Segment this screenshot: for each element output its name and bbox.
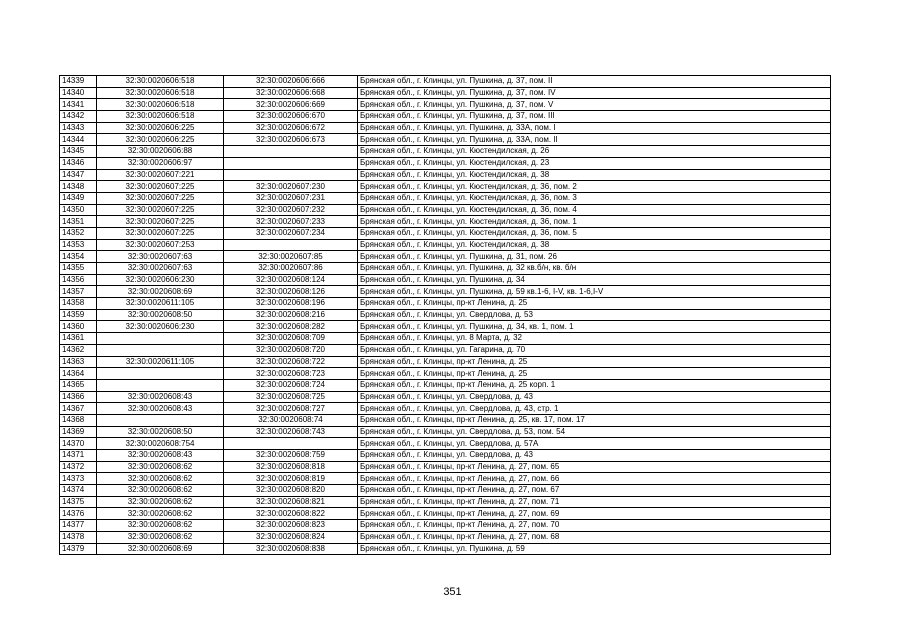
address-cell: Брянская обл., г. Клинцы, пр-кт Ленина, д. 27, пом. 70 [358, 520, 831, 532]
land-cadastral-number-cell: 32:30:0020606:88 [97, 146, 224, 158]
address-cell: Брянская обл., г. Клинцы, ул. Пушкина, д. 37, пом. V [358, 99, 831, 111]
row-number-cell: 14371 [60, 450, 97, 462]
row-number-cell: 14366 [60, 391, 97, 403]
table-row [60, 450, 831, 462]
object-cadastral-number-cell: 32:30:0020607:86 [224, 263, 358, 275]
table-row [60, 146, 831, 158]
row-number-cell: 14353 [60, 239, 97, 251]
object-cadastral-number-cell: 32:30:0020606:670 [224, 111, 358, 123]
row-number-cell: 14372 [60, 461, 97, 473]
land-cadastral-number-cell: 32:30:0020607:225 [97, 192, 224, 204]
row-number-cell: 14347 [60, 169, 97, 181]
object-cadastral-number-cell: 32:30:0020608:823 [224, 520, 358, 532]
object-cadastral-number-cell: 32:30:0020608:124 [224, 274, 358, 286]
row-number-cell: 14369 [60, 426, 97, 438]
row-number-cell: 14342 [60, 111, 97, 123]
address-cell: Брянская обл., г. Клинцы, ул. Кюстендилская, д. 36, пом. 4 [358, 204, 831, 216]
table-row [60, 403, 831, 415]
table-row [60, 239, 831, 251]
object-cadastral-number-cell: 32:30:0020606:666 [224, 76, 358, 88]
land-cadastral-number-cell: 32:30:0020606:97 [97, 157, 224, 169]
object-cadastral-number-cell: 32:30:0020608:725 [224, 391, 358, 403]
row-number-cell: 14339 [60, 76, 97, 88]
table-row [60, 414, 831, 426]
row-number-cell: 14377 [60, 520, 97, 532]
row-number-cell: 14358 [60, 298, 97, 310]
table-row [60, 76, 831, 88]
object-cadastral-number-cell: 32:30:0020607:233 [224, 216, 358, 228]
row-number-cell: 14374 [60, 485, 97, 497]
object-cadastral-number-cell: 32:30:0020608:743 [224, 426, 358, 438]
land-cadastral-number-cell: 32:30:0020608:62 [97, 485, 224, 497]
object-cadastral-number-cell: 32:30:0020608:126 [224, 286, 358, 298]
table-row [60, 169, 831, 181]
row-number-cell: 14363 [60, 356, 97, 368]
table-row [60, 157, 831, 169]
address-cell: Брянская обл., г. Клинцы, ул. Свердлова, д. 57А [358, 438, 831, 450]
row-number-cell: 14345 [60, 146, 97, 158]
object-cadastral-number-cell: 32:30:0020608:709 [224, 333, 358, 345]
land-cadastral-number-cell: 32:30:0020608:62 [97, 473, 224, 485]
land-cadastral-number-cell: 32:30:0020608:62 [97, 496, 224, 508]
table-row [60, 87, 831, 99]
address-cell: Брянская обл., г. Клинцы, пр-кт Ленина, д. 27, пом. 68 [358, 531, 831, 543]
row-number-cell: 14352 [60, 227, 97, 239]
row-number-cell: 14355 [60, 263, 97, 275]
table-row [60, 227, 831, 239]
address-cell: Брянская обл., г. Клинцы, пр-кт Ленина, д. 25 корп. 1 [358, 379, 831, 391]
address-cell: Брянская обл., г. Клинцы, ул. Кюстендилская, д. 36, пом. 3 [358, 192, 831, 204]
row-number-cell: 14348 [60, 181, 97, 193]
row-number-cell: 14356 [60, 274, 97, 286]
object-cadastral-number-cell: 32:30:0020608:722 [224, 356, 358, 368]
land-cadastral-number-cell [97, 414, 224, 426]
row-number-cell: 14373 [60, 473, 97, 485]
object-cadastral-number-cell: 32:30:0020608:720 [224, 344, 358, 356]
object-cadastral-number-cell: 32:30:0020608:838 [224, 543, 358, 555]
land-cadastral-number-cell: 32:30:0020606:230 [97, 321, 224, 333]
row-number-cell: 14349 [60, 192, 97, 204]
table-row [60, 134, 831, 146]
address-cell: Брянская обл., г. Клинцы, ул. Пушкина, д. 32 кв.б/н, кв. б/н [358, 263, 831, 275]
land-cadastral-number-cell: 32:30:0020608:62 [97, 508, 224, 520]
row-number-cell: 14360 [60, 321, 97, 333]
land-cadastral-number-cell: 32:30:0020606:518 [97, 87, 224, 99]
land-cadastral-number-cell: 32:30:0020607:221 [97, 169, 224, 181]
row-number-cell: 14341 [60, 99, 97, 111]
table-row [60, 543, 831, 555]
address-cell: Брянская обл., г. Клинцы, пр-кт Ленина, д. 25 [358, 356, 831, 368]
land-cadastral-number-cell [97, 379, 224, 391]
land-cadastral-number-cell: 32:30:0020607:225 [97, 227, 224, 239]
row-number-cell: 14376 [60, 508, 97, 520]
object-cadastral-number-cell [224, 146, 358, 158]
row-number-cell: 14350 [60, 204, 97, 216]
land-cadastral-number-cell [97, 333, 224, 345]
land-cadastral-number-cell: 32:30:0020611:105 [97, 298, 224, 310]
object-cadastral-number-cell: 32:30:0020608:822 [224, 508, 358, 520]
land-cadastral-number-cell [97, 368, 224, 380]
address-cell: Брянская обл., г. Клинцы, ул. Пушкина, д. 37, пом. II [358, 76, 831, 88]
land-cadastral-number-cell: 32:30:0020606:518 [97, 111, 224, 123]
row-number-cell: 14344 [60, 134, 97, 146]
address-cell: Брянская обл., г. Клинцы, пр-кт Ленина, д. 25 [358, 368, 831, 380]
table-row [60, 274, 831, 286]
table-row [60, 251, 831, 263]
address-cell: Брянская обл., г. Клинцы, ул. Пушкина, д. 33А, пом. II [358, 134, 831, 146]
address-cell: Брянская обл., г. Клинцы, ул. Кюстендилская, д. 36, пом. 2 [358, 181, 831, 193]
object-cadastral-number-cell: 32:30:0020608:759 [224, 450, 358, 462]
land-cadastral-number-cell: 32:30:0020606:225 [97, 122, 224, 134]
land-cadastral-number-cell: 32:30:0020607:63 [97, 251, 224, 263]
address-cell: Брянская обл., г. Клинцы, ул. Свердлова, д. 53, пом. 54 [358, 426, 831, 438]
address-cell: Брянская обл., г. Клинцы, ул. Пушкина, д. 59 кв.1-6, I-V, кв. 1-6,I-V [358, 286, 831, 298]
land-cadastral-number-cell: 32:30:0020606:225 [97, 134, 224, 146]
object-cadastral-number-cell: 32:30:0020607:234 [224, 227, 358, 239]
address-cell: Брянская обл., г. Клинцы, ул. Пушкина, д. 59 [358, 543, 831, 555]
object-cadastral-number-cell: 32:30:0020608:727 [224, 403, 358, 415]
table-row [60, 356, 831, 368]
land-cadastral-number-cell: 32:30:0020606:518 [97, 99, 224, 111]
table-row [60, 321, 831, 333]
land-cadastral-number-cell: 32:30:0020608:43 [97, 450, 224, 462]
row-number-cell: 14368 [60, 414, 97, 426]
table-row [60, 192, 831, 204]
address-cell: Брянская обл., г. Клинцы, ул. Кюстендилская, д. 38 [358, 239, 831, 251]
address-cell: Брянская обл., г. Клинцы, ул. Свердлова, д. 43, стр. 1 [358, 403, 831, 415]
table-row [60, 520, 831, 532]
land-cadastral-number-cell: 32:30:0020608:69 [97, 286, 224, 298]
row-number-cell: 14375 [60, 496, 97, 508]
object-cadastral-number-cell: 32:30:0020608:216 [224, 309, 358, 321]
row-number-cell: 14351 [60, 216, 97, 228]
address-cell: Брянская обл., г. Клинцы, ул. Кюстендилская, д. 36, пом. 1 [358, 216, 831, 228]
address-cell: Брянская обл., г. Клинцы, ул. Свердлова, д. 43 [358, 450, 831, 462]
land-cadastral-number-cell: 32:30:0020608:62 [97, 531, 224, 543]
row-number-cell: 14362 [60, 344, 97, 356]
address-cell: Брянская обл., г. Клинцы, пр-кт Ленина, д. 27, пом. 67 [358, 485, 831, 497]
address-cell: Брянская обл., г. Клинцы, ул. Пушкина, д. 37, пом. IV [358, 87, 831, 99]
address-cell: Брянская обл., г. Клинцы, ул. Кюстендилская, д. 23 [358, 157, 831, 169]
object-cadastral-number-cell: 32:30:0020606:668 [224, 87, 358, 99]
address-cell: Брянская обл., г. Клинцы, ул. Кюстендилская, д. 26 [358, 146, 831, 158]
row-number-cell: 14370 [60, 438, 97, 450]
address-cell: Брянская обл., г. Клинцы, ул. Пушкина, д. 31, пом. 26 [358, 251, 831, 263]
land-cadastral-number-cell: 32:30:0020607:225 [97, 204, 224, 216]
land-cadastral-number-cell: 32:30:0020608:43 [97, 403, 224, 415]
table-row [60, 263, 831, 275]
address-cell: Брянская обл., г. Клинцы, ул. Кюстендилская, д. 36, пом. 5 [358, 227, 831, 239]
address-cell: Брянская обл., г. Клинцы, пр-кт Ленина, д. 27, пом. 66 [358, 473, 831, 485]
row-number-cell: 14365 [60, 379, 97, 391]
table-row [60, 461, 831, 473]
table-row [60, 473, 831, 485]
table-row [60, 286, 831, 298]
land-cadastral-number-cell: 32:30:0020606:518 [97, 76, 224, 88]
table-row [60, 204, 831, 216]
object-cadastral-number-cell: 32:30:0020607:231 [224, 192, 358, 204]
address-cell: Брянская обл., г. Клинцы, ул. Пушкина, д. 33А, пом. I [358, 122, 831, 134]
table-row [60, 216, 831, 228]
row-number-cell: 14357 [60, 286, 97, 298]
table-row [60, 344, 831, 356]
object-cadastral-number-cell: 32:30:0020608:819 [224, 473, 358, 485]
row-number-cell: 14354 [60, 251, 97, 263]
table-row [60, 309, 831, 321]
address-cell: Брянская обл., г. Клинцы, пр-кт Ленина, д. 27, пом. 71 [358, 496, 831, 508]
object-cadastral-number-cell [224, 157, 358, 169]
table-row [60, 426, 831, 438]
address-cell: Брянская обл., г. Клинцы, ул. Кюстендилская, д. 38 [358, 169, 831, 181]
table-row [60, 298, 831, 310]
land-cadastral-number-cell: 32:30:0020608:43 [97, 391, 224, 403]
page-number: 351 [443, 586, 462, 598]
object-cadastral-number-cell: 32:30:0020608:723 [224, 368, 358, 380]
land-cadastral-number-cell: 32:30:0020611:105 [97, 356, 224, 368]
row-number-cell: 14379 [60, 543, 97, 555]
table-row [60, 485, 831, 497]
land-cadastral-number-cell: 32:30:0020607:63 [97, 263, 224, 275]
table-row [60, 122, 831, 134]
address-cell: Брянская обл., г. Клинцы, пр-кт Ленина, д. 27, пом. 69 [358, 508, 831, 520]
address-cell: Брянская обл., г. Клинцы, пр-кт Ленина, д. 25, кв. 17, пом. 17 [358, 414, 831, 426]
object-cadastral-number-cell: 32:30:0020608:724 [224, 379, 358, 391]
land-cadastral-number-cell: 32:30:0020608:62 [97, 520, 224, 532]
land-cadastral-number-cell: 32:30:0020607:253 [97, 239, 224, 251]
address-cell: Брянская обл., г. Клинцы, ул. Свердлова, д. 43 [358, 391, 831, 403]
object-cadastral-number-cell: 32:30:0020608:74 [224, 414, 358, 426]
object-cadastral-number-cell: 32:30:0020606:672 [224, 122, 358, 134]
land-cadastral-number-cell: 32:30:0020608:50 [97, 309, 224, 321]
row-number-cell: 14346 [60, 157, 97, 169]
table-row [60, 438, 831, 450]
registry-table-body [60, 76, 831, 555]
table-row [60, 181, 831, 193]
land-cadastral-number-cell [97, 344, 224, 356]
object-cadastral-number-cell: 32:30:0020607:232 [224, 204, 358, 216]
object-cadastral-number-cell: 32:30:0020606:669 [224, 99, 358, 111]
row-number-cell: 14343 [60, 122, 97, 134]
address-cell: Брянская обл., г. Клинцы, ул. Пушкина, д. 37, пом. III [358, 111, 831, 123]
address-cell: Брянская обл., г. Клинцы, ул. 8 Марта, д. 32 [358, 333, 831, 345]
row-number-cell: 14359 [60, 309, 97, 321]
address-cell: Брянская обл., г. Клинцы, ул. Гагарина, д. 70 [358, 344, 831, 356]
object-cadastral-number-cell: 32:30:0020607:85 [224, 251, 358, 263]
object-cadastral-number-cell: 32:30:0020608:824 [224, 531, 358, 543]
land-cadastral-number-cell: 32:30:0020608:754 [97, 438, 224, 450]
table-row [60, 496, 831, 508]
cadastral-registry-table [59, 75, 831, 555]
address-cell: Брянская обл., г. Клинцы, ул. Пушкина, д. 34 [358, 274, 831, 286]
table-row [60, 333, 831, 345]
row-number-cell: 14361 [60, 333, 97, 345]
land-cadastral-number-cell: 32:30:0020606:230 [97, 274, 224, 286]
row-number-cell: 14367 [60, 403, 97, 415]
row-number-cell: 14378 [60, 531, 97, 543]
object-cadastral-number-cell: 32:30:0020608:820 [224, 485, 358, 497]
object-cadastral-number-cell [224, 438, 358, 450]
land-cadastral-number-cell: 32:30:0020607:225 [97, 216, 224, 228]
address-cell: Брянская обл., г. Клинцы, пр-кт Ленина, д. 25 [358, 298, 831, 310]
land-cadastral-number-cell: 32:30:0020608:69 [97, 543, 224, 555]
object-cadastral-number-cell [224, 239, 358, 251]
land-cadastral-number-cell: 32:30:0020608:50 [97, 426, 224, 438]
address-cell: Брянская обл., г. Клинцы, пр-кт Ленина, д. 27, пом. 65 [358, 461, 831, 473]
object-cadastral-number-cell: 32:30:0020607:230 [224, 181, 358, 193]
row-number-cell: 14340 [60, 87, 97, 99]
land-cadastral-number-cell: 32:30:0020607:225 [97, 181, 224, 193]
address-cell: Брянская обл., г. Клинцы, ул. Пушкина, д. 34, кв. 1, пом. 1 [358, 321, 831, 333]
object-cadastral-number-cell: 32:30:0020608:282 [224, 321, 358, 333]
table-row [60, 368, 831, 380]
table-row [60, 99, 831, 111]
table-row [60, 111, 831, 123]
table-row [60, 531, 831, 543]
address-cell: Брянская обл., г. Клинцы, ул. Свердлова, д. 53 [358, 309, 831, 321]
table-row [60, 508, 831, 520]
table-row [60, 379, 831, 391]
document-page [59, 75, 830, 555]
object-cadastral-number-cell: 32:30:0020608:818 [224, 461, 358, 473]
object-cadastral-number-cell: 32:30:0020608:196 [224, 298, 358, 310]
object-cadastral-number-cell [224, 169, 358, 181]
table-row [60, 391, 831, 403]
object-cadastral-number-cell: 32:30:0020608:821 [224, 496, 358, 508]
object-cadastral-number-cell: 32:30:0020606:673 [224, 134, 358, 146]
row-number-cell: 14364 [60, 368, 97, 380]
land-cadastral-number-cell: 32:30:0020608:62 [97, 461, 224, 473]
